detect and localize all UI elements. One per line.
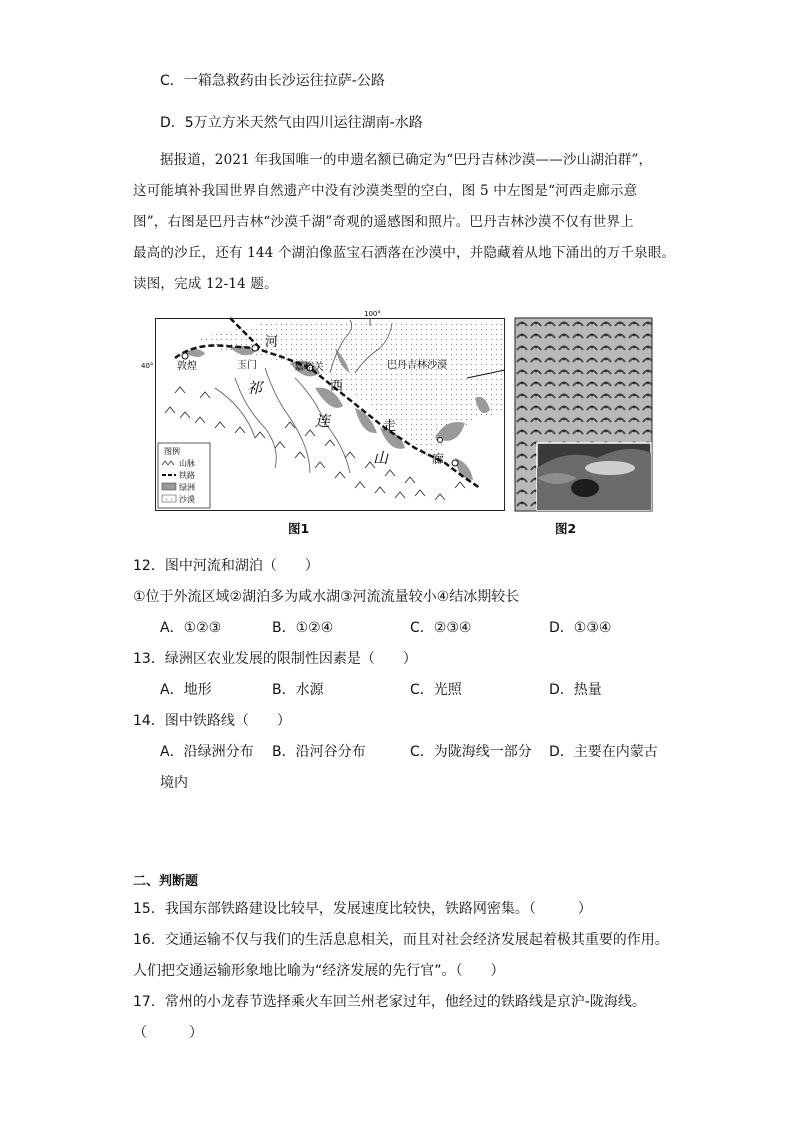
- legend-desert-symbol: [162, 495, 176, 502]
- passage-line-3: 图”，右图是巴丹吉林“沙漠千湖”奇观的遥感图和照片。巴丹吉林沙漠不仅有世界上: [133, 214, 634, 230]
- q13-stem: 13．绿洲区农业发展的限制性因素是（ ）: [133, 651, 417, 667]
- figure2-caption: 图2: [555, 521, 577, 536]
- label-xi: 西: [330, 379, 344, 394]
- label-qi: 祁: [247, 379, 263, 397]
- q13-option-c[interactable]: C．光照: [410, 682, 462, 698]
- desert-lakes-remote-sensing-image: [515, 318, 652, 511]
- q13-option-d[interactable]: D．热量: [549, 682, 602, 698]
- label-he: 河: [265, 335, 279, 350]
- passage-line-2: 这可能填补我国世界自然遗产中没有沙漠类型的空白，图 5 中左图是“河西走廊示意: [133, 183, 638, 199]
- judgement-q15: 15．我国东部铁路建设比较早，发展速度比较快，铁路网密集。（ ）: [133, 901, 592, 917]
- label-lian: 连: [315, 412, 331, 430]
- place-jiayuguan: 嘉峪关: [294, 362, 324, 373]
- q14-option-a[interactable]: A．沿绿洲分布: [160, 744, 254, 760]
- legend-mountain: 山脉: [179, 459, 195, 468]
- legend-railway: 铁路: [179, 471, 195, 480]
- q14-option-b[interactable]: B．沿河谷分布: [272, 744, 366, 760]
- judgement-q16: 16．交通运输不仅与我们的生活息息相关，而且对社会经济发展起着极其重要的作用。: [133, 932, 669, 948]
- place-yumen: 玉门: [237, 360, 257, 371]
- q12-statements: ①位于外流区域②湖泊多为咸水湖③河流流量较小④结冰期较长: [133, 589, 520, 605]
- lake-photo-inset: [537, 443, 651, 510]
- longitude-label: 100°: [364, 310, 381, 318]
- q12-option-b[interactable]: B．①②④: [272, 620, 334, 636]
- q12-stem: 12．图中河流和湖泊（ ）: [133, 558, 319, 574]
- latitude-label: 40°: [141, 362, 154, 370]
- q14-option-d-wrap: 境内: [160, 775, 188, 791]
- map-legend: [158, 443, 210, 508]
- legend-oasis-symbol: [162, 483, 176, 490]
- judgement-q17: 17．常州的小龙春节选择乘火车回兰州老家过年，他经过的铁路线是京沪-陇海线。: [133, 994, 646, 1010]
- legend-desert: 沙漠: [179, 495, 195, 504]
- legend-title: 图例: [164, 447, 180, 456]
- passage-line-1: 据报道，2021 年我国唯一的申遗名额已确定为“巴丹吉林沙漠——沙山湖泊群”，: [160, 152, 653, 168]
- q13-option-b[interactable]: B．水源: [272, 682, 324, 698]
- label-zou: 走: [383, 419, 397, 434]
- place-badain-jaran: 巴丹吉林沙漠: [387, 360, 447, 371]
- option-c-previous: C．一箱急救药由长沙运往拉萨-公路: [160, 73, 385, 89]
- judgement-q17-blank: （ ）: [133, 1025, 203, 1041]
- option-d-previous: D．5万立方米天然气由四川运往湖南-水路: [160, 115, 423, 131]
- figure1-caption: 图1: [288, 521, 310, 536]
- place-dunhuang: 敦煌: [177, 361, 197, 372]
- label-lang: 廊: [432, 452, 445, 466]
- legend-oasis: 绿洲: [179, 483, 195, 492]
- q12-option-d[interactable]: D．①③④: [549, 620, 612, 636]
- q13-option-a[interactable]: A．地形: [160, 682, 212, 698]
- q14-option-c[interactable]: C．为陇海线一部分: [410, 744, 532, 760]
- passage-line-4: 最高的沙丘，还有 144 个湖泊像蓝宝石洒落在沙漠中，并隐藏着从地下涌出的万千泉眼。: [133, 245, 676, 261]
- q14-option-d[interactable]: D．主要在内蒙古: [549, 744, 658, 760]
- section2-title: 二、判断题: [133, 874, 199, 889]
- q14-stem: 14．图中铁路线（ ）: [133, 713, 291, 729]
- label-shan: 山: [373, 449, 389, 467]
- hexi-corridor-map: [141, 310, 505, 511]
- judgement-q16-cont: 人们把交通运输形象地比喻为“经济发展的先行官”。（ ）: [133, 963, 505, 979]
- passage-line-5: 读图，完成 12-14 题。: [133, 276, 278, 292]
- q12-option-c[interactable]: C．②③④: [410, 620, 472, 636]
- q12-option-a[interactable]: A．①②③: [160, 620, 222, 636]
